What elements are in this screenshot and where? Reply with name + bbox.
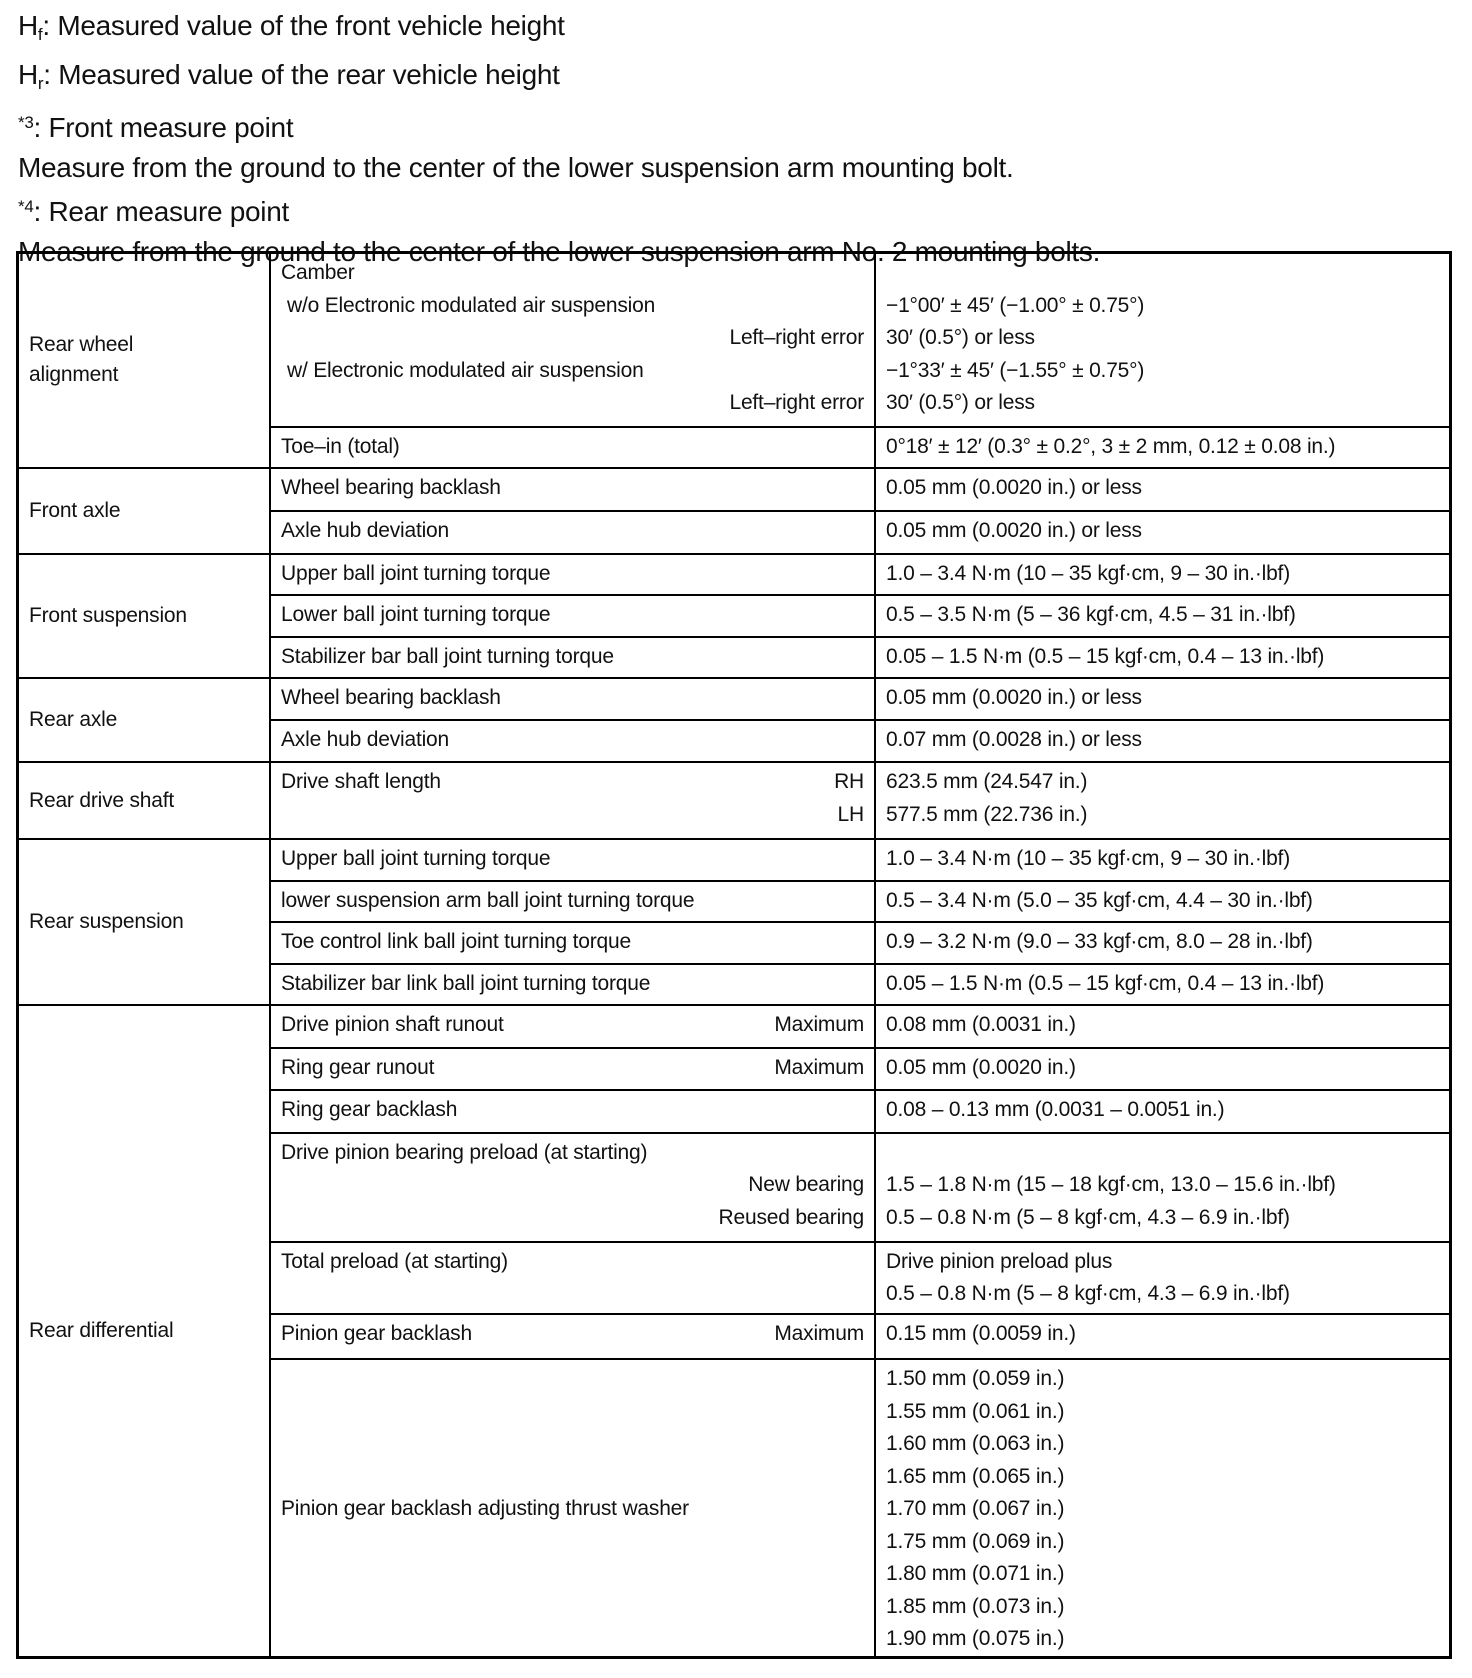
item-cell bbox=[270, 554, 875, 596]
value-line: 1.0 – 3.4 N·m (10 – 35 kgf·cm, 9 – 30 in.·lbf) bbox=[886, 847, 1290, 870]
item-line bbox=[281, 968, 864, 1001]
item-line bbox=[281, 1094, 864, 1127]
item-cell bbox=[270, 678, 875, 720]
value-line: −1°33′ ± 45′ (−1.55° ± 0.75°) bbox=[886, 358, 1145, 382]
item-line bbox=[281, 682, 864, 715]
note-line bbox=[18, 103, 1100, 148]
item-cell bbox=[270, 468, 875, 511]
value-line: 0.05 mm (0.0020 in.) or less bbox=[886, 518, 1142, 542]
note-line bbox=[18, 187, 1100, 232]
item-line bbox=[281, 799, 864, 832]
item-text: Pinion gear backlash bbox=[281, 1322, 472, 1345]
value-line: 1.50 mm (0.059 in.) bbox=[886, 1367, 1065, 1390]
item-text: Axle hub deviation bbox=[281, 518, 450, 542]
item-cell bbox=[270, 253, 875, 427]
item-cell bbox=[270, 427, 875, 468]
item-cell bbox=[270, 720, 875, 762]
item-cell bbox=[270, 511, 875, 554]
item-text: Ring gear runout bbox=[281, 1055, 435, 1079]
item-cell bbox=[270, 1133, 875, 1242]
item-line bbox=[281, 926, 864, 959]
value-line: 0.08 – 0.13 mm (0.0031 – 0.0051 in.) bbox=[886, 1098, 1225, 1121]
item-cell bbox=[270, 1242, 875, 1315]
value-line: 0.07 mm (0.0028 in.) or less bbox=[886, 728, 1142, 751]
value-line: 0.05 – 1.5 N·m (0.5 – 15 kgf·cm, 0.4 – 13 in.·lbf) bbox=[886, 971, 1325, 995]
item-text: Axle hub deviation bbox=[281, 728, 450, 751]
item-line bbox=[281, 472, 864, 505]
value-line: 1.0 – 3.4 N·m (10 – 35 kgf·cm, 9 – 30 in.·lbf) bbox=[886, 561, 1290, 585]
value-line bbox=[886, 257, 1439, 290]
note-symbol: H bbox=[18, 10, 38, 41]
item-cell bbox=[270, 1090, 875, 1133]
group-label: Front suspension bbox=[18, 554, 271, 679]
value-line: 1.75 mm (0.069 in.) bbox=[886, 1529, 1065, 1553]
item-text: lower suspension arm ball joint turning torque bbox=[281, 888, 695, 912]
value-line: 0.05 mm (0.0020 in.) or less bbox=[886, 686, 1142, 709]
note-subscript: r bbox=[37, 73, 44, 93]
item-line bbox=[281, 387, 864, 420]
note-superscript: *3 bbox=[18, 113, 34, 132]
value-cell bbox=[875, 554, 1451, 596]
item-line bbox=[281, 322, 864, 355]
notes bbox=[18, 6, 1100, 271]
item-text: w/o Electronic modulated air suspension bbox=[287, 293, 656, 317]
item-text: Lower ball joint turning torque bbox=[281, 603, 551, 626]
value-line: 1.55 mm (0.061 in.) bbox=[886, 1399, 1065, 1423]
item-text: Toe–in (total) bbox=[281, 434, 400, 458]
value-line: 1.65 mm (0.065 in.) bbox=[886, 1464, 1065, 1488]
specification-table bbox=[16, 251, 1452, 1659]
item-qualifier: Maximum bbox=[774, 1322, 864, 1345]
item-text: Toe control link ball joint turning torque bbox=[281, 930, 631, 953]
item-qualifier: LH bbox=[837, 802, 864, 826]
value-cell bbox=[875, 511, 1451, 554]
value-line: Drive pinion preload plus bbox=[886, 1249, 1113, 1273]
note-superscript: *4 bbox=[18, 197, 34, 216]
item-qualifier: Left–right error bbox=[729, 326, 864, 349]
note-line bbox=[18, 55, 1100, 104]
item-qualifier: Left–right error bbox=[729, 391, 864, 414]
item-text: Drive pinion shaft runout bbox=[281, 1013, 504, 1036]
group-label: Rear axle bbox=[18, 678, 271, 762]
value-line bbox=[886, 1137, 1439, 1170]
group-label: Rear drive shaft bbox=[18, 762, 271, 839]
item-line bbox=[281, 1009, 864, 1042]
table-row bbox=[18, 554, 1451, 596]
value-line: 0.5 – 0.8 N·m (5 – 8 kgf·cm, 4.3 – 6.9 in.·lbf) bbox=[886, 1282, 1290, 1305]
item-text: Ring gear backlash bbox=[281, 1098, 458, 1121]
item-line bbox=[281, 1202, 864, 1235]
value-cell bbox=[875, 678, 1451, 720]
item-cell bbox=[270, 881, 875, 923]
table-row bbox=[18, 253, 1451, 427]
item-line bbox=[281, 766, 864, 799]
value-line: 0.08 mm (0.0031 in.) bbox=[886, 1013, 1076, 1036]
item-line bbox=[281, 1318, 864, 1351]
table-row bbox=[18, 468, 1451, 511]
note-line bbox=[18, 148, 1100, 188]
value-line: 1.70 mm (0.067 in.) bbox=[886, 1497, 1065, 1520]
item-text: Drive pinion bearing preload (at starting) bbox=[281, 1140, 648, 1164]
item-text: Upper ball joint turning torque bbox=[281, 561, 551, 585]
value-cell bbox=[875, 1314, 1451, 1359]
value-cell bbox=[875, 1133, 1451, 1242]
note-text: : Front measure point bbox=[33, 112, 294, 143]
item-cell bbox=[270, 839, 875, 881]
value-cell bbox=[875, 595, 1451, 637]
note-text: : Rear measure point bbox=[33, 196, 289, 227]
value-line: 1.90 mm (0.075 in.) bbox=[886, 1627, 1065, 1650]
item-text: Wheel bearing backlash bbox=[281, 686, 501, 709]
note-text: : Measured value of the rear vehicle height bbox=[43, 58, 560, 90]
item-line bbox=[281, 515, 864, 548]
value-line: 0.15 mm (0.0059 in.) bbox=[886, 1322, 1076, 1345]
item-text: Camber bbox=[281, 261, 355, 284]
value-line: 623.5 mm (24.547 in.) bbox=[886, 770, 1088, 793]
item-cell bbox=[270, 964, 875, 1006]
value-cell bbox=[875, 881, 1451, 923]
item-line bbox=[281, 843, 864, 876]
value-line: 1.85 mm (0.073 in.) bbox=[886, 1594, 1065, 1618]
item-qualifier: Reused bearing bbox=[718, 1205, 864, 1229]
value-cell bbox=[875, 253, 1451, 427]
value-cell bbox=[875, 720, 1451, 762]
item-cell bbox=[270, 637, 875, 679]
value-line: 0.5 – 3.4 N·m (5.0 – 35 kgf·cm, 4.4 – 30 in.·lbf) bbox=[886, 888, 1313, 912]
value-cell bbox=[875, 1359, 1451, 1657]
note-text: Measure from the ground to the center of the lower suspension arm No. 2 mounting bolts. bbox=[18, 235, 1101, 267]
group-label: Rear suspension bbox=[18, 839, 271, 1005]
item-qualifier: New bearing bbox=[748, 1173, 864, 1196]
table-row bbox=[18, 1005, 1451, 1048]
value-line: −1°00′ ± 45′ (−1.00° ± 0.75°) bbox=[886, 293, 1145, 317]
item-line bbox=[281, 885, 864, 918]
value-cell bbox=[875, 1242, 1451, 1315]
item-qualifier: Maximum bbox=[774, 1055, 864, 1079]
item-line bbox=[281, 257, 864, 290]
value-cell bbox=[875, 922, 1451, 964]
item-text: Upper ball joint turning torque bbox=[281, 847, 551, 870]
value-cell bbox=[875, 1005, 1451, 1048]
value-line: 0.05 mm (0.0020 in.) bbox=[886, 1055, 1076, 1079]
value-cell bbox=[875, 1090, 1451, 1133]
item-cell bbox=[270, 1359, 875, 1657]
value-line: 0.5 – 0.8 N·m (5 – 8 kgf·cm, 4.3 – 6.9 in.·lbf) bbox=[886, 1205, 1290, 1229]
value-line: 1.5 – 1.8 N·m (15 – 18 kgf·cm, 13.0 – 15.6 in.·lbf) bbox=[886, 1173, 1336, 1196]
item-text: w/ Electronic modulated air suspension bbox=[287, 358, 644, 382]
value-line: 577.5 mm (22.736 in.) bbox=[886, 802, 1088, 826]
value-cell bbox=[875, 1048, 1451, 1091]
value-line: 0°18′ ± 12′ (0.3° ± 0.2°, 3 ± 2 mm, 0.12 ± 0.08 in.) bbox=[886, 434, 1336, 458]
item-text: Total preload (at starting) bbox=[281, 1249, 508, 1273]
item-line bbox=[281, 431, 864, 464]
item-text: Stabilizer bar link ball joint turning torque bbox=[281, 971, 651, 995]
item-cell bbox=[270, 1005, 875, 1048]
value-line: 30′ (0.5°) or less bbox=[886, 326, 1035, 349]
table-row bbox=[18, 839, 1451, 881]
value-cell bbox=[875, 468, 1451, 511]
item-line bbox=[281, 641, 864, 674]
item-line bbox=[281, 1169, 864, 1202]
item-text: Stabilizer bar ball joint turning torque bbox=[281, 644, 614, 668]
value-line: 0.05 mm (0.0020 in.) or less bbox=[886, 475, 1142, 499]
value-cell bbox=[875, 637, 1451, 679]
note-text: Measure from the ground to the center of the lower suspension arm mounting bolt. bbox=[18, 151, 1014, 183]
item-qualifier: RH bbox=[834, 770, 864, 793]
table-row bbox=[18, 678, 1451, 720]
item-cell bbox=[270, 922, 875, 964]
note-text: : Measured value of the front vehicle height bbox=[42, 10, 565, 41]
note-subscript: f bbox=[37, 25, 43, 44]
item-line bbox=[281, 1052, 864, 1085]
value-cell bbox=[875, 964, 1451, 1006]
item-line bbox=[281, 355, 864, 388]
value-cell bbox=[875, 839, 1451, 881]
item-text: Drive shaft length bbox=[281, 770, 441, 793]
value-line: 30′ (0.5°) or less bbox=[886, 391, 1035, 414]
item-line bbox=[281, 1137, 864, 1170]
group-label: Front axle bbox=[18, 468, 271, 554]
value-line: 1.80 mm (0.071 in.) bbox=[886, 1562, 1065, 1585]
item-line bbox=[281, 290, 864, 323]
item-cell bbox=[270, 762, 875, 839]
value-line: 1.60 mm (0.063 in.) bbox=[886, 1432, 1065, 1455]
note-line bbox=[18, 6, 1100, 55]
group-label: Rear differential bbox=[18, 1005, 271, 1657]
value-line: 0.5 – 3.5 N·m (5 – 36 kgf·cm, 4.5 – 31 in.·lbf) bbox=[886, 603, 1296, 626]
item-qualifier: Maximum bbox=[774, 1013, 864, 1036]
item-line bbox=[281, 558, 864, 591]
item-text: Pinion gear backlash adjusting thrust washer bbox=[281, 1497, 689, 1520]
item-cell bbox=[270, 595, 875, 637]
value-cell bbox=[875, 762, 1451, 839]
item-text: Wheel bearing backlash bbox=[281, 475, 501, 499]
table-row bbox=[18, 762, 1451, 839]
value-line: 0.9 – 3.2 N·m (9.0 – 33 kgf·cm, 8.0 – 28 in.·lbf) bbox=[886, 930, 1313, 953]
item-line bbox=[281, 1246, 864, 1279]
item-cell bbox=[270, 1048, 875, 1091]
note-symbol: H bbox=[18, 58, 38, 90]
item-line bbox=[281, 599, 864, 632]
value-cell bbox=[875, 427, 1451, 468]
item-cell bbox=[270, 1314, 875, 1359]
value-line: 0.05 – 1.5 N·m (0.5 – 15 kgf·cm, 0.4 – 13 in.·lbf) bbox=[886, 644, 1325, 668]
item-line bbox=[281, 724, 864, 757]
group-label: Rear wheel alignment bbox=[18, 253, 271, 468]
item-line bbox=[281, 1493, 864, 1526]
